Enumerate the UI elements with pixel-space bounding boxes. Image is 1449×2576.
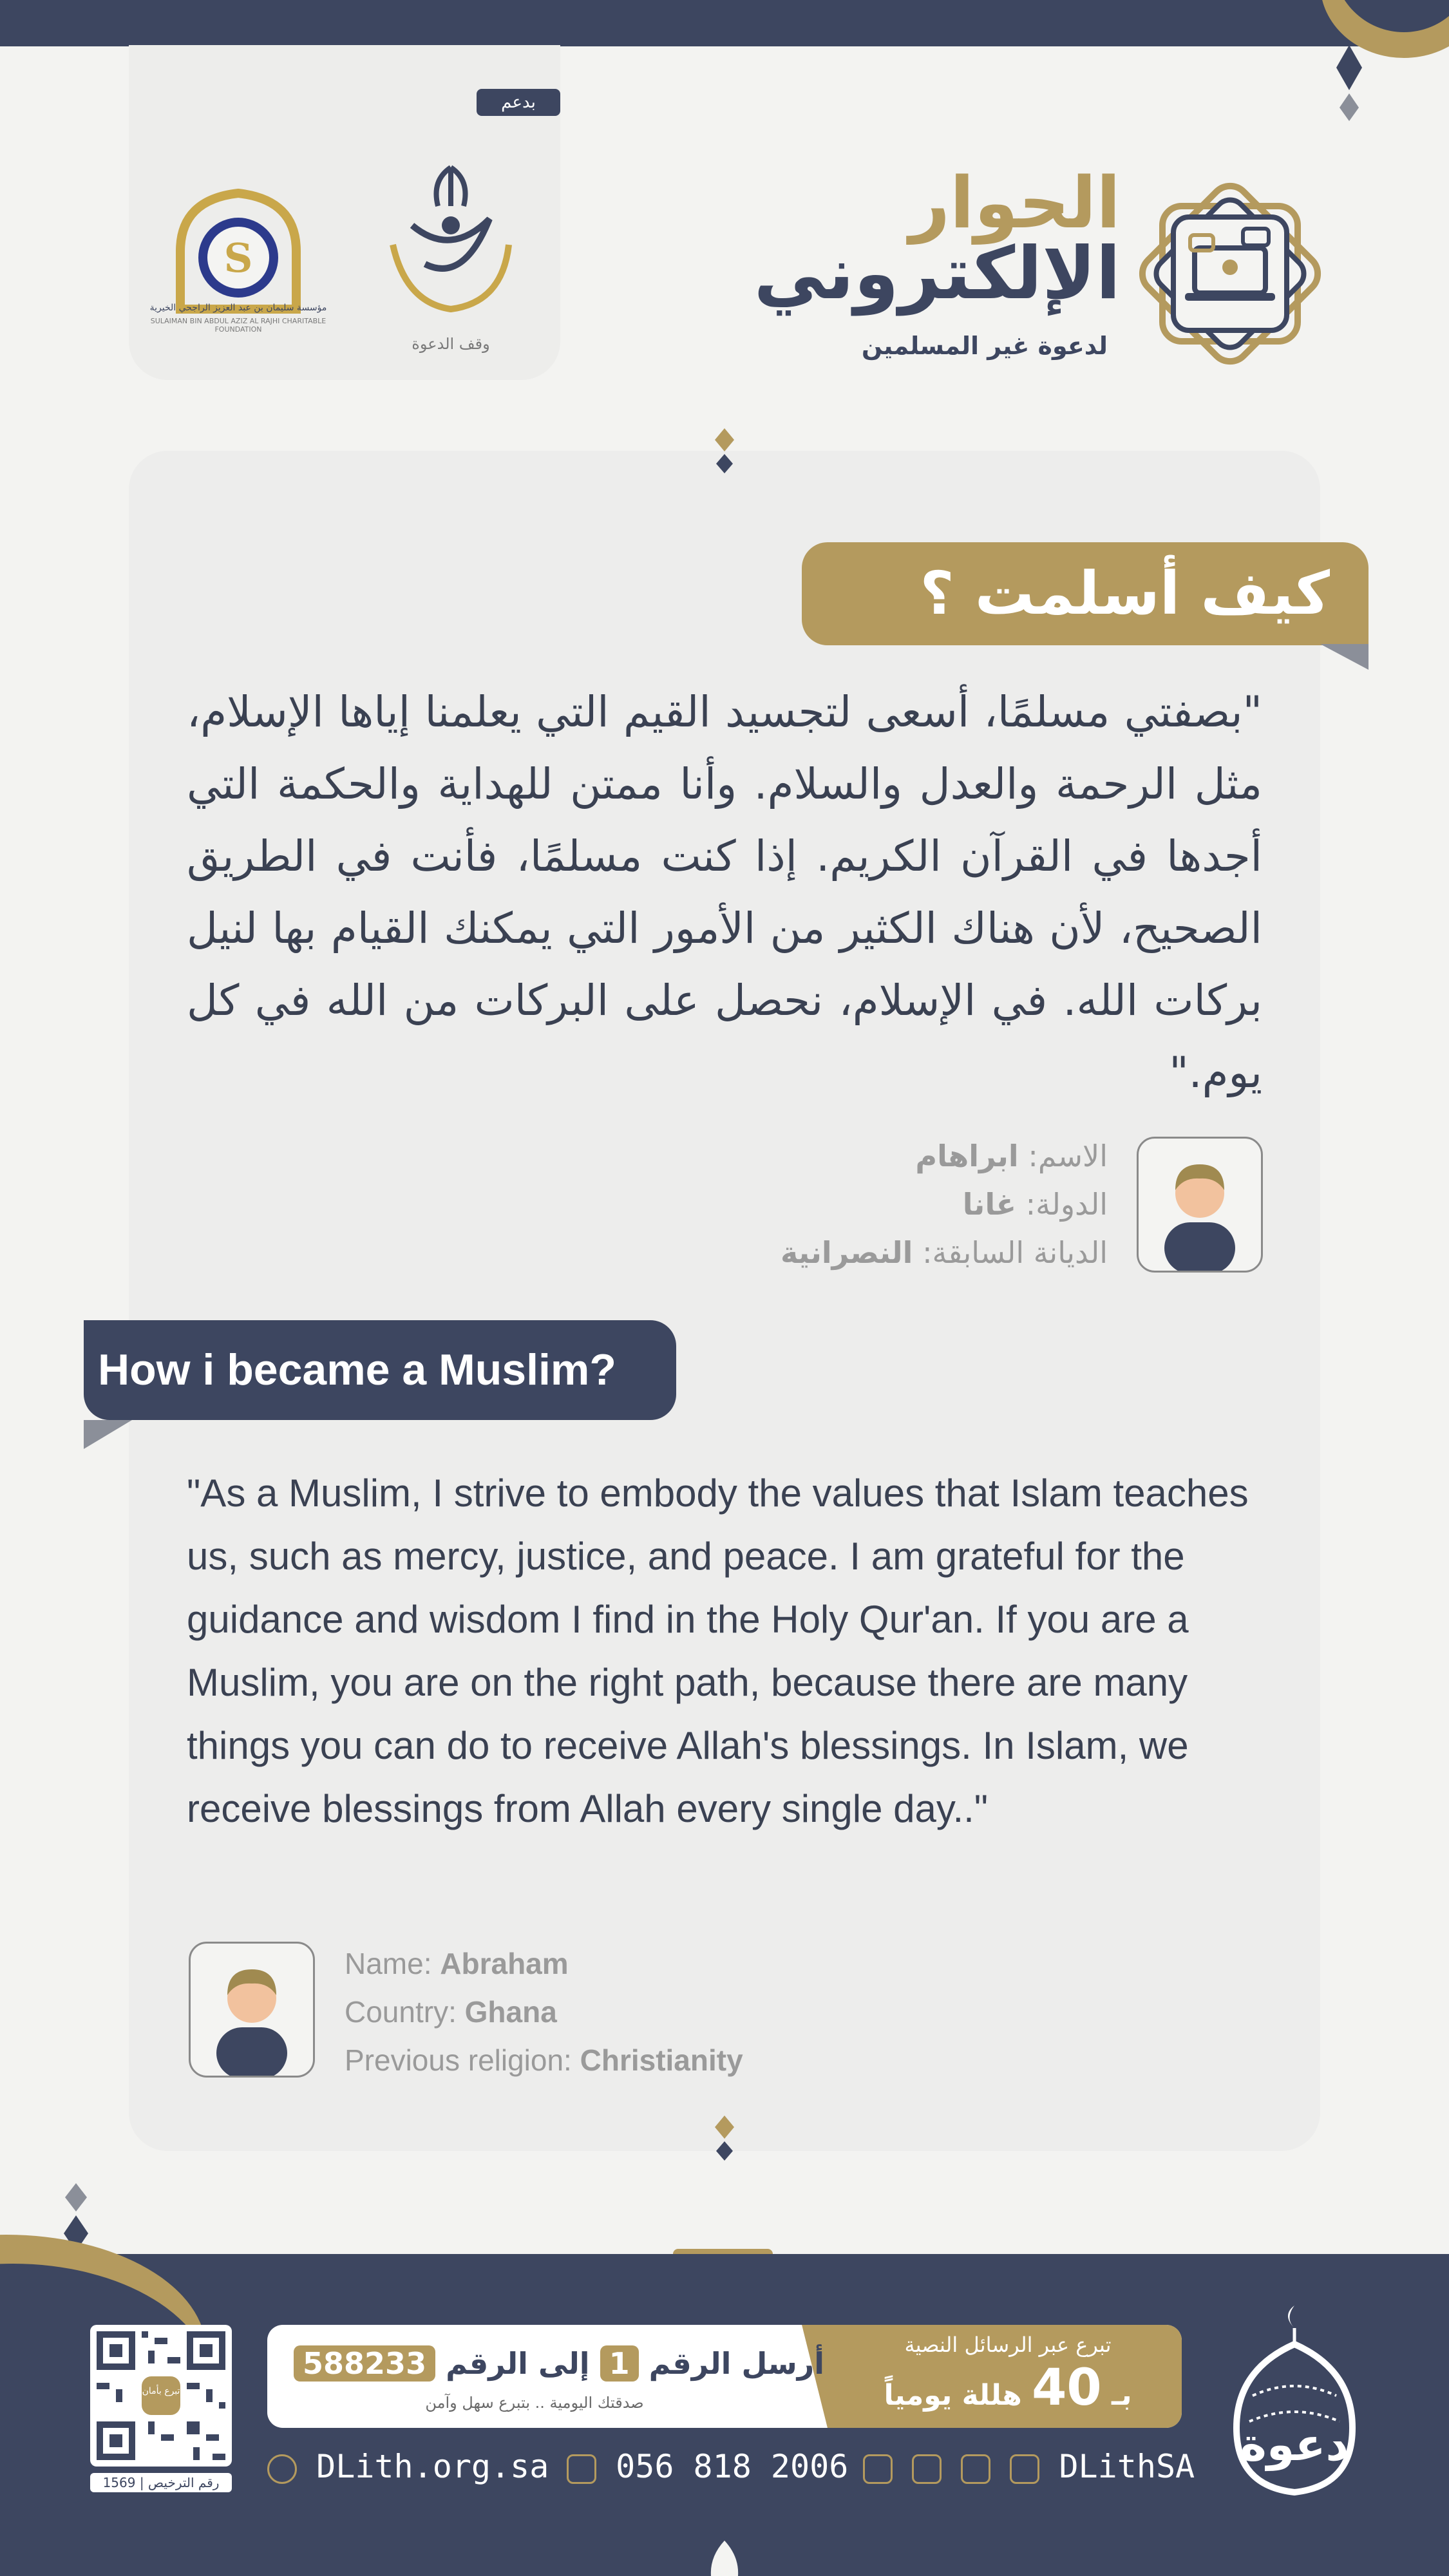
foundation-caption-ar: مؤسسة سليمان بن عبد العزيز الراجحي الخيرية <box>149 303 327 313</box>
arabic-quote: "بصفتي مسلمًا، أسعى لتجسيد القيم التي يعلمنا إياها الإسلام، مثل الرحمة والعدل والسلام. وأنا ممتن للهداية والحكمة التي أجدها في القرآن الكريم. إذا كنت مسلمًا، فأنت في الطريق الصحيح، لأن هناك الكثير من الأمور التي يمكنك القيام بها لنيل بركات الله. في الإسلام، نحصل على البركات من الله في كل يوم." <box>187 687 1262 1097</box>
diamond-ornament-bottom <box>714 2116 735 2161</box>
dialogue-emblem-icon <box>1133 177 1327 370</box>
english-religion-row: Previous religion: Christianity <box>345 2043 743 2077</box>
english-name-row: Name: Abraham <box>345 1947 569 1980</box>
send-instruction: أرسل الرقم 1 إلى الرقم 588233 <box>283 2341 824 2386</box>
person-icon <box>191 1944 313 2076</box>
send-subtitle: صدقتك اليومية .. بتبرع سهل وآمن <box>425 2394 644 2412</box>
sponsor-tag: بدعم <box>477 89 560 116</box>
send-number: 1 <box>600 2345 639 2382</box>
arabic-details <box>696 1132 1108 1277</box>
person-icon <box>1139 1139 1261 1271</box>
top-bar <box>0 0 1449 46</box>
dawa-logo <box>1217 2299 1372 2512</box>
x-icon[interactable] <box>1010 2454 1039 2484</box>
arabic-country-row: الدولة: غانا <box>962 1187 1108 1222</box>
website-link[interactable]: DLith.org.sa <box>267 2447 549 2486</box>
arabic-religion-row: الديانة السابقة: النصرانية <box>780 1235 1108 1270</box>
donation-line1: تبرع عبر الرسائل النصية <box>904 2333 1112 2357</box>
foundation-caption-en: SULAIMAN BIN ABDUL AZIZ AL RAJHI CHARITABLE FOUNDATION <box>150 317 327 334</box>
english-heading: How i became a Muslim? <box>98 1345 616 1394</box>
whatsapp-icon <box>567 2454 596 2484</box>
svg-text:S: S <box>223 234 253 281</box>
short-code: 588233 <box>294 2345 435 2382</box>
donation-amount-line: بـ 40 هللة يومياً <box>884 2359 1132 2417</box>
english-heading-fold <box>84 1420 132 1449</box>
english-details <box>345 1940 924 2085</box>
waqf-calligraphy-logo <box>367 155 535 341</box>
youtube-icon[interactable] <box>961 2454 990 2484</box>
social-links[interactable]: DLithSA <box>863 2447 1195 2486</box>
facebook-icon[interactable] <box>863 2454 893 2484</box>
phone-link[interactable]: 056 818 2006 <box>567 2447 848 2486</box>
arabic-heading-fold <box>1320 644 1368 670</box>
brand-title-line2: الإلكتروني <box>753 232 1121 316</box>
english-avatar <box>189 1942 315 2078</box>
english-quote: "As a Muslim, I strive to embody the values that Islam teaches us, such as mercy, justice, and peace. I am grateful for the guidance and wisdom I find in the Holy Qur'an. If you are a Muslim, you are on the right path, because there are many things you can do to receive Allah's blessings. In Islam, we receive blessings from Allah every single day.." <box>187 1472 1249 1830</box>
arabic-avatar <box>1137 1137 1263 1273</box>
english-country-row: Country: Ghana <box>345 1995 557 2029</box>
brand-title-line1: الحوار <box>909 162 1121 244</box>
waqf-caption: وقف الدعوة <box>412 335 490 353</box>
arabic-heading: كيف أسلمت ؟ <box>920 559 1330 628</box>
donation-qr-code[interactable] <box>90 2325 232 2467</box>
instagram-icon[interactable] <box>912 2454 942 2484</box>
qr-label: تبرع بأمان <box>142 2386 180 2396</box>
rajhi-foundation-logo <box>167 180 309 322</box>
brand-subtitle: لدعوة غير المسلمين <box>861 332 1108 360</box>
license-number: رقم الترخيص | 1569 <box>90 2473 232 2492</box>
diamond-ornament-top <box>714 428 735 473</box>
arabic-name-row: الاسم: ابراهام <box>915 1139 1108 1173</box>
globe-icon <box>267 2454 297 2484</box>
top-diamond-ornament <box>1333 45 1365 122</box>
bottom-flame-icon <box>703 2541 746 2576</box>
donation-amount: 40 <box>1032 2359 1102 2417</box>
logo-text: دعوة <box>1240 2418 1349 2471</box>
